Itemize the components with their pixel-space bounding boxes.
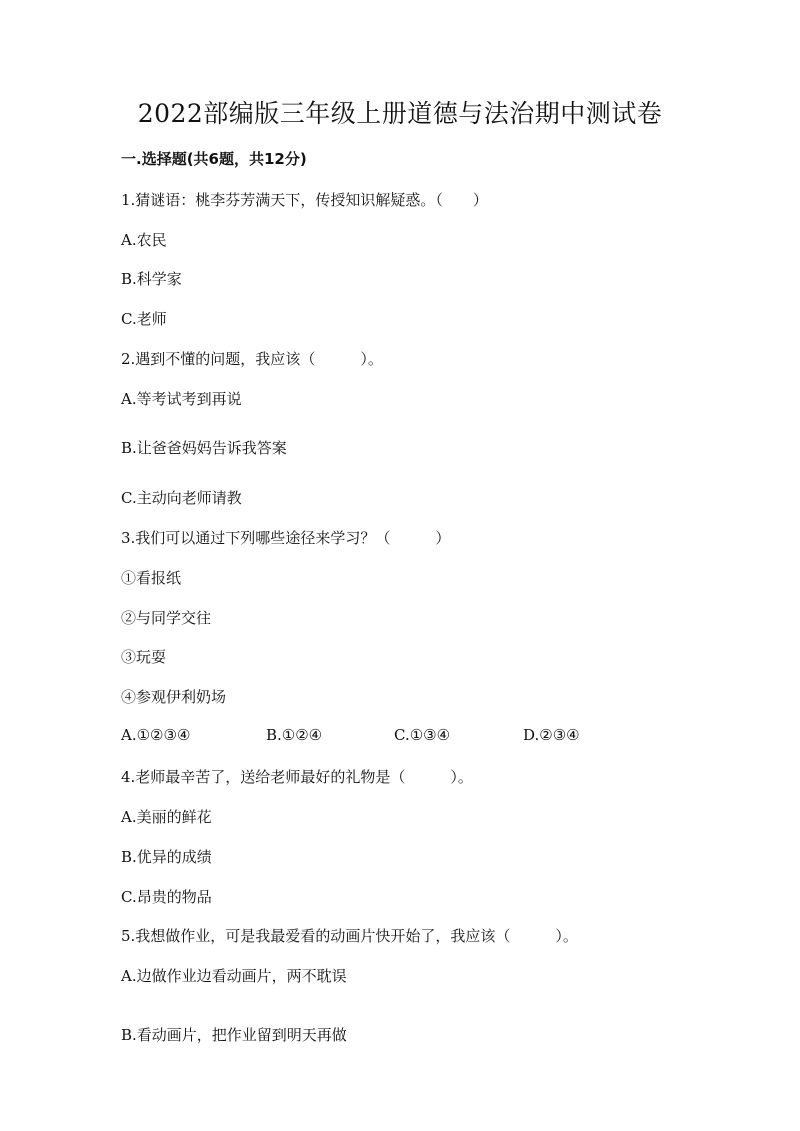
question-1-option-a: A.农民 [121, 231, 167, 249]
question-3-option-b: B.①②④ [266, 726, 323, 744]
question-4-stem: 4.老师最辛苦了，送给老师最好的礼物是（ ）。 [121, 768, 473, 786]
question-2-stem: 2.遇到不懂的问题，我应该（ ）。 [121, 350, 383, 368]
question-1-option-b: B.科学家 [121, 270, 182, 288]
question-2-option-b: B.让爸爸妈妈告诉我答案 [121, 439, 287, 457]
question-4-option-b: B.优异的成绩 [121, 848, 212, 866]
question-3-option-d: D.②③④ [523, 726, 580, 744]
question-3-option-a: A.①②③④ [121, 726, 191, 744]
question-2-option-a: A.等考试考到再说 [121, 390, 242, 408]
page-title: 2022部编版三年级上册道德与法治期中测试卷 [137, 99, 663, 128]
question-3-item-4: ④参观伊利奶场 [121, 688, 227, 706]
question-5-option-b: B.看动画片，把作业留到明天再做 [121, 1026, 347, 1044]
question-5-stem: 5.我想做作业，可是我最爱看的动画片快开始了，我应该（ ）。 [121, 927, 578, 945]
question-3-stem: 3.我们可以通过下列哪些途径来学习？（ ） [121, 529, 451, 547]
question-3-item-3: ③玩耍 [121, 648, 167, 666]
question-3-item-2: ②与同学交往 [121, 609, 212, 627]
question-2-option-c: C.主动向老师请教 [121, 489, 242, 507]
section-heading: 一.选择题(共6题，共12分) [121, 150, 307, 168]
question-3-options [121, 726, 681, 746]
question-4-option-c: C.昂贵的物品 [121, 888, 212, 906]
question-1-stem: 1.猜谜语：桃李芬芳满天下，传授知识解疑惑。（ ） [121, 191, 488, 209]
question-3-option-c: C.①③④ [394, 726, 451, 744]
question-3-item-1: ①看报纸 [121, 569, 182, 587]
question-1-option-c: C.老师 [121, 310, 167, 328]
question-5-option-a: A.边做作业边看动画片，两不耽误 [121, 967, 347, 985]
question-4-option-a: A.美丽的鲜花 [121, 808, 212, 826]
